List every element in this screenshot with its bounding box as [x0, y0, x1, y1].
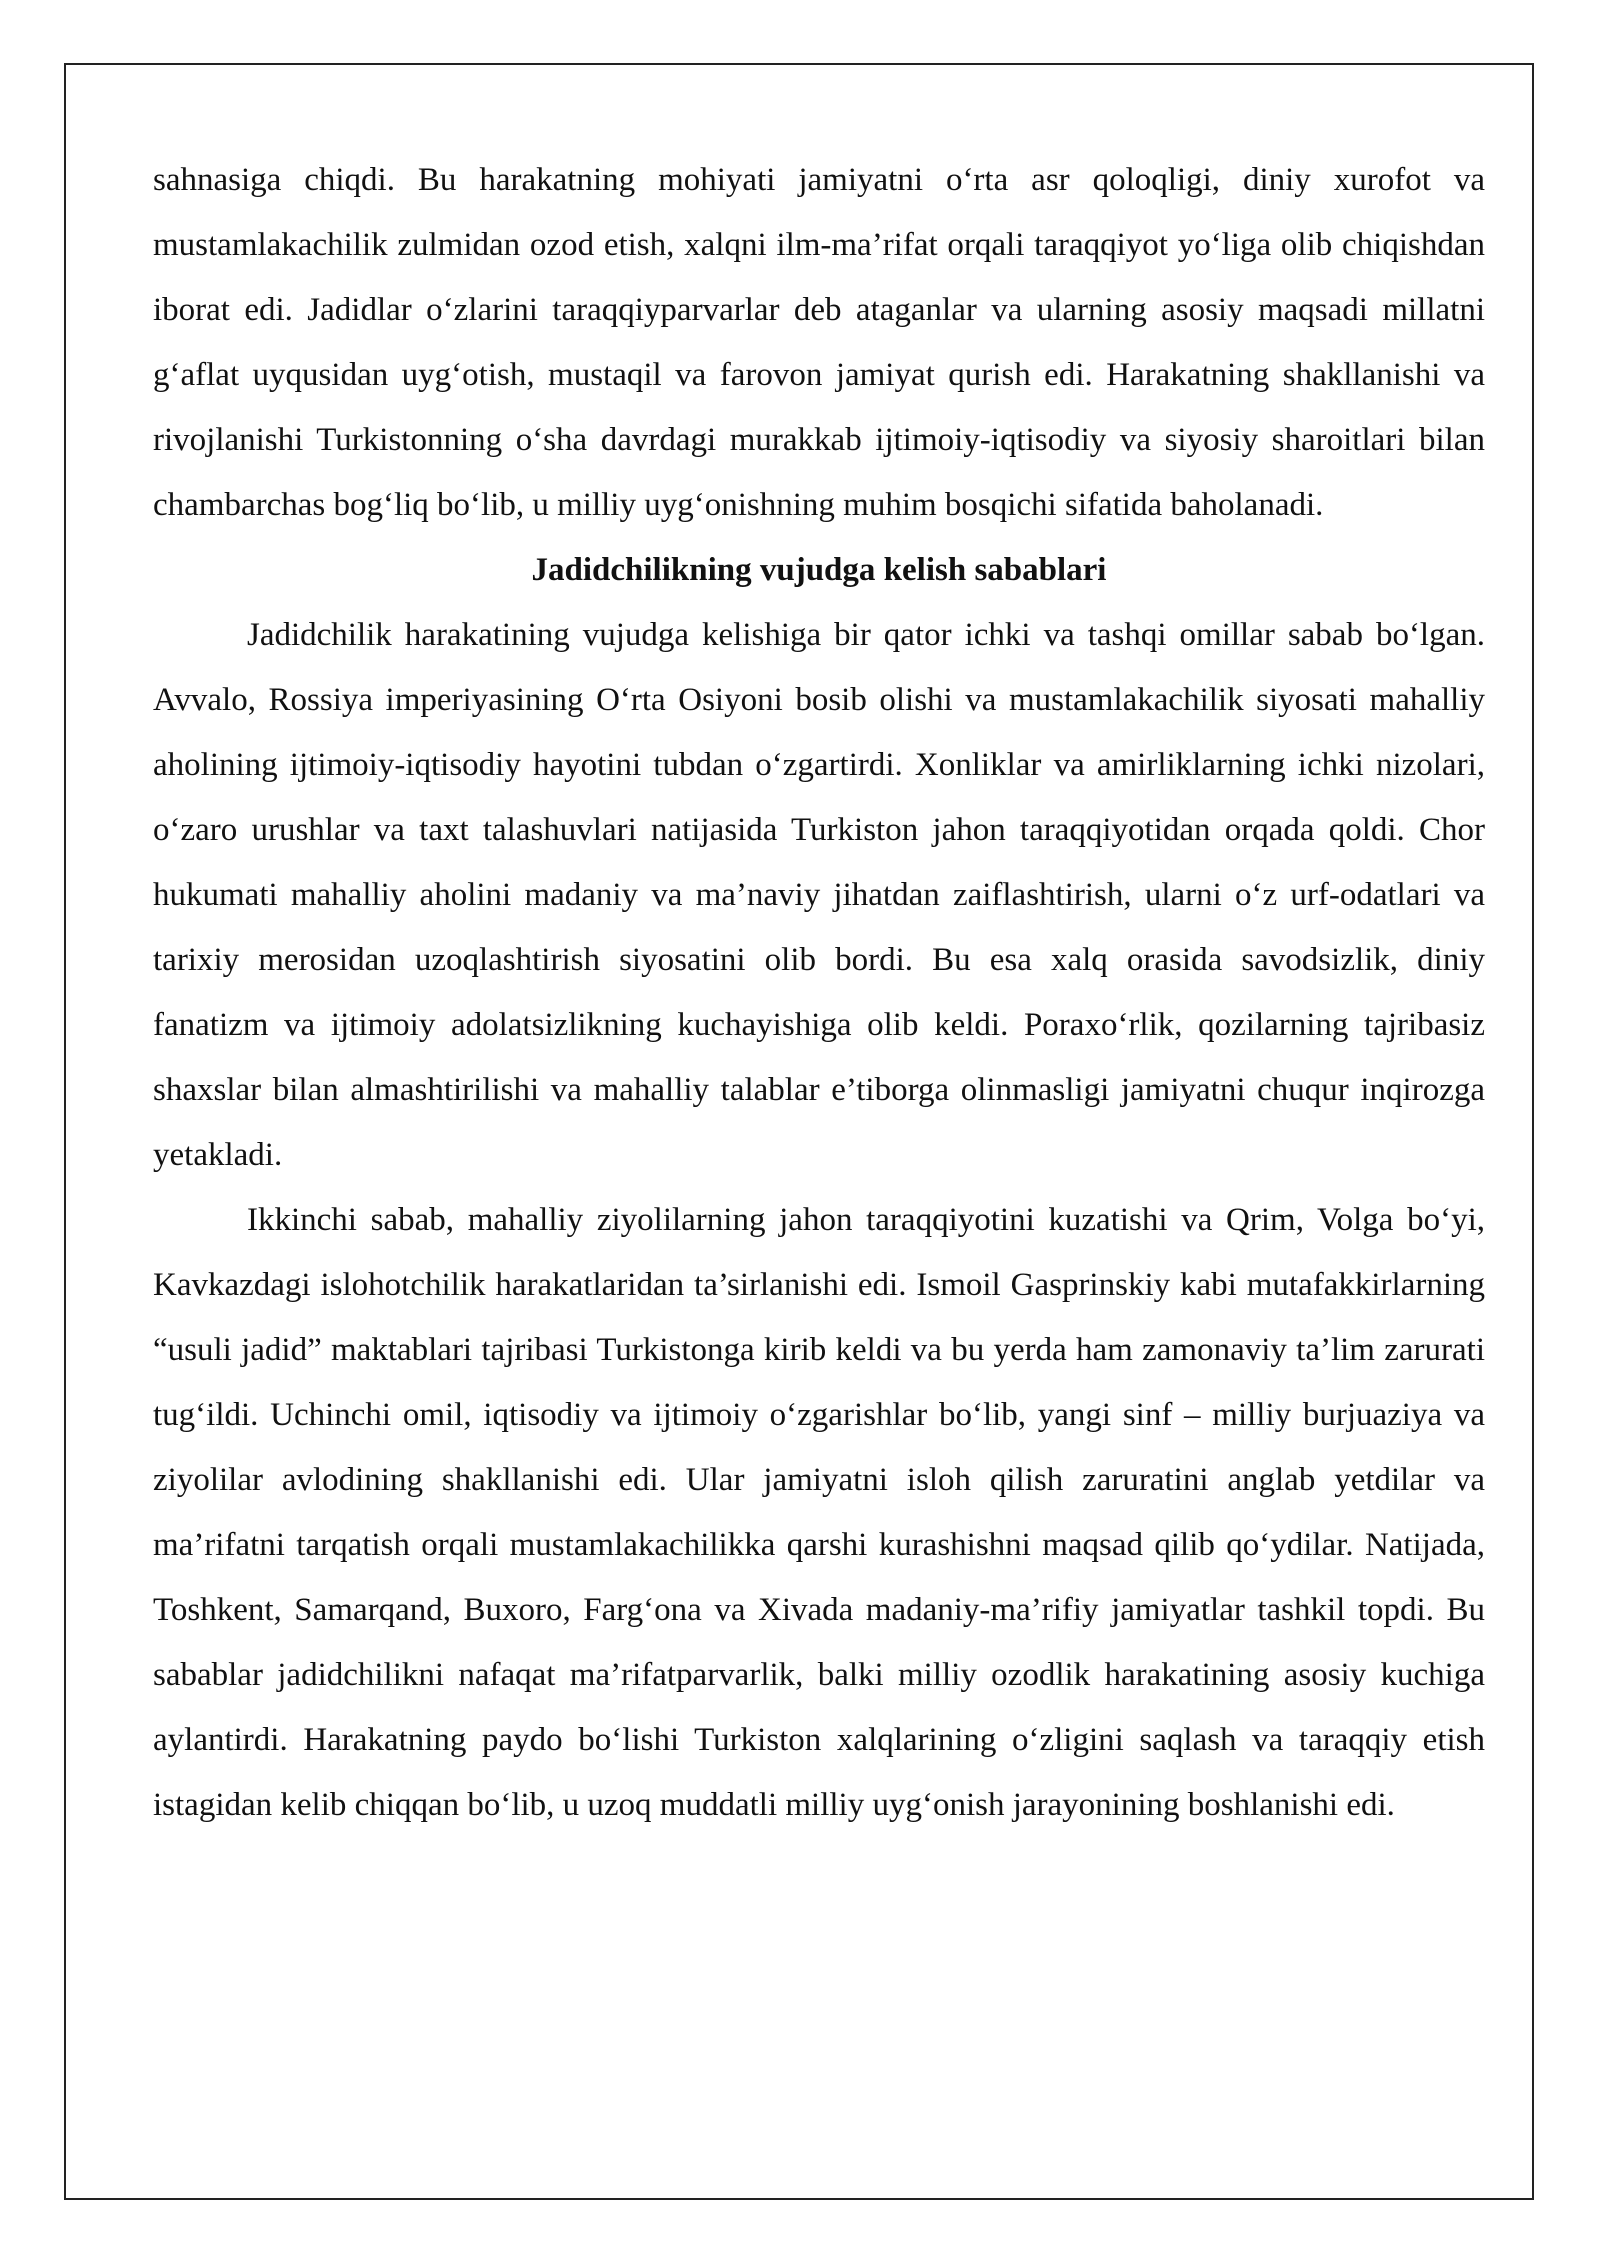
paragraph-causes-first: Jadidchilik harakatining vujudga kelishiga bir qator ichki va tashqi omillar sabab bo‘lgan. Avvalo, Rossiya imperiyasining O‘rta Osiyoni bosib olishi va mustamlakachilik siyosati mahalliy aholining ijtimoiy-iqtisodiy hayotini tubdan o‘zgartirdi. Xonliklar va amirliklarning ichki nizolari, o‘zaro urushlar va taxt talashuvlari natijasida Turkiston jahon taraqqiyotidan orqada qoldi. Chor hukumati mahalliy aholini madaniy va ma’naviy jihatdan zaiflashtirish, ularni o‘z urf-odatlari va tarixiy merosidan uzoqlashtirish siyosatini olib bordi. Bu esa xalq orasida savodsizlik, diniy fanatizm va ijtimoiy adolatsizlikning kuchayishiga olib keldi. Poraxo‘rlik, qozilarning tajribasiz shaxslar bilan almashtirilishi va mahalliy talablar e’tiborga olinmasligi jamiyatni chuqur inqirozga yetakladi. — [153, 617, 1485, 1173]
paragraph-causes-second: Ikkinchi sabab, mahalliy ziyolilarning jahon taraqqiyotini kuzatishi va Qrim, Volga bo‘yi, Kavkazdagi islohotchilik harakatlaridan ta’sirlanishi edi. Ismoil Gasprinskiy kabi mutafakkirlarning “usuli jadid” maktablari tajribasi Turkistonga kirib keldi va bu yerda ham zamonaviy ta’lim zarurati tug‘ildi. Uchinchi omil, iqtisodiy va ijtimoiy o‘zgarishlar bo‘lib, yangi sinf – milliy burjuaziya va ziyolilar avlodining shakllanishi edi. Ular jamiyatni isloh qilish zaruratini anglab yetdilar va ma’rifatni tarqatish orqali mustamlakachilikka qarshi kurashishni maqsad qilib qo‘ydilar. Natijada, Toshkent, Samarqand, Buxoro, Farg‘ona va Xivada madaniy-ma’rifiy jamiyatlar tashkil topdi. Bu sabablar jadidchilikni nafaqat ma’rifatparvarlik, balki milliy ozodlik harakatining asosiy kuchiga aylantirdi. Harakatning paydo bo‘lishi Turkiston xalqlarining o‘zligini saqlash va taraqqiy etish istagidan kelib chiqqan bo‘lib, u uzoq muddatli milliy uyg‘onish jarayonining boshlanishi edi. — [153, 1202, 1485, 1823]
document-body — [153, 148, 1485, 1838]
section-heading: Jadidchilikning vujudga kelish sabablari — [531, 552, 1107, 588]
intro-paragraph: sahnasiga chiqdi. Bu harakatning mohiyati jamiyatni o‘rta asr qoloqligi, diniy xurofot va mustamlakachilik zulmidan ozod etish, xalqni ilm-ma’rifat orqali taraqqiyot yo‘liga olib chiqishdan iborat edi. Jadidlar o‘zlarini taraqqiyparvarlar deb ataganlar va ularning asosiy maqsadi millatni g‘aflat uyqusidan uyg‘otish, mustaqil va farovon jamiyat qurish edi. Harakatning shakllanishi va rivojlanishi Turkistonning o‘sha davrdagi murakkab ijtimoiy-iqtisodiy va siyosiy sharoitlari bilan chambarchas bog‘liq bo‘lib, u milliy uyg‘onishning muhim bosqichi sifatida baholanadi. — [153, 162, 1485, 523]
